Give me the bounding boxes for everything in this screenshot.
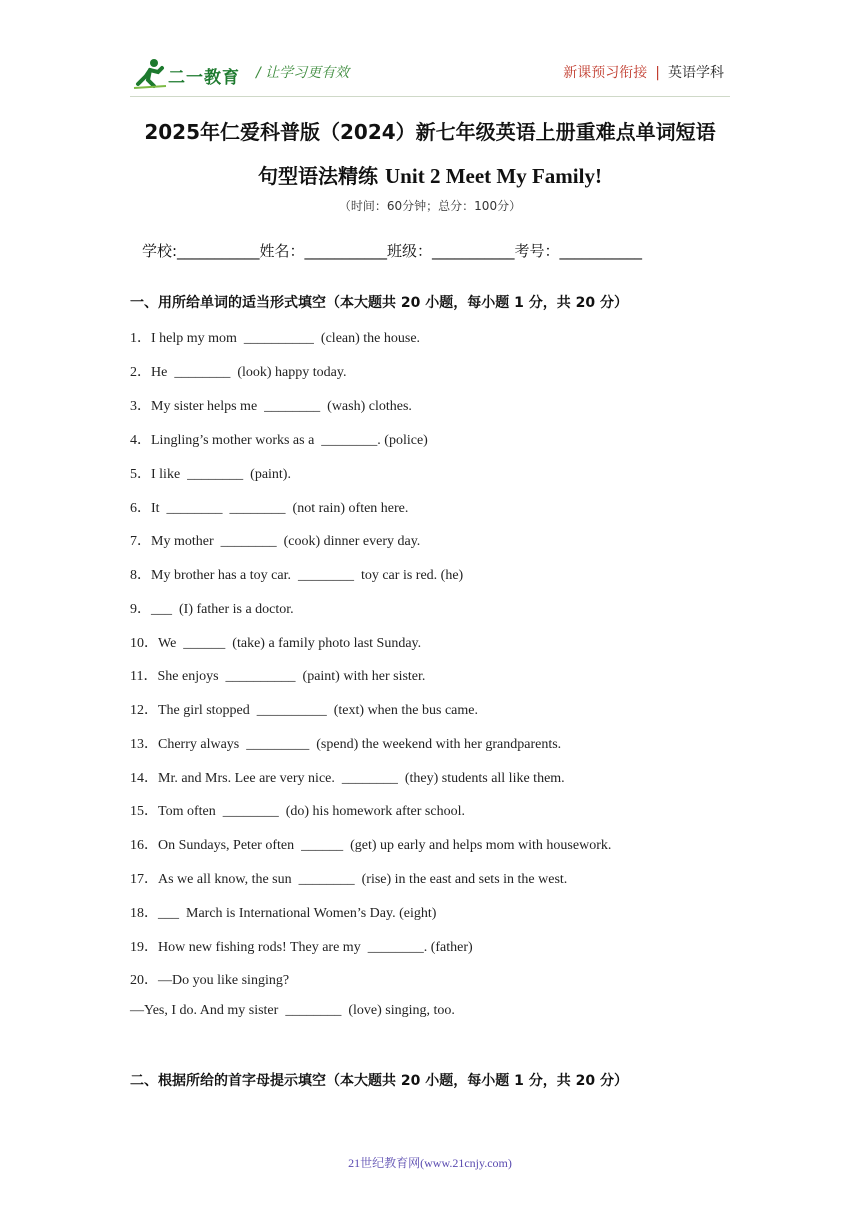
exam-info: （时间：60分钟；总分：100分）: [338, 199, 522, 213]
question-item: —Yes, I do. And my sister ________ (love) singing, too.: [130, 1003, 455, 1018]
title-line-2: [0, 160, 860, 189]
subject-label: 英语学科: [668, 65, 724, 81]
student-info-line: 学校:___________姓名：___________班级：___________考号：___________: [142, 242, 643, 260]
title-line-2-en: Unit 2 Meet My Family!: [385, 164, 602, 188]
question-item: 2．He ________ (look) happy today.: [130, 365, 347, 380]
question-item: 10．We ______ (take) a family photo last Sunday.: [130, 636, 422, 651]
question-item: 18．___ March is International Women’s Day. (eight): [130, 906, 437, 921]
logo: [132, 58, 252, 90]
course-label: 新课预习衔接: [563, 65, 648, 81]
question-item: 20．—Do you like singing?: [130, 973, 290, 988]
logo-text: 二一教育: [168, 68, 240, 88]
question-item: 6．It ________ ________ (not rain) often here.: [130, 501, 409, 516]
question-item: 14．Mr. and Mrs. Lee are very nice. ________ (they) students all like them.: [130, 771, 565, 786]
question-item: 13．Cherry always _________ (spend) the weekend with her grandparents.: [130, 737, 562, 752]
section-1-heading: 一、用所给单词的适当形式填空（本大题共 20 小题，每小题 1 分，共 20 分）: [130, 295, 628, 311]
question-item: 11．She enjoys __________ (paint) with her sister.: [130, 669, 426, 684]
header-divider: [130, 96, 730, 97]
page-header: [0, 52, 860, 98]
header-separator: |: [655, 65, 660, 81]
header-right: [563, 62, 724, 82]
question-item: 16．On Sundays, Peter often ______ (get) up early and helps mom with housework.: [130, 838, 612, 853]
question-item: 5．I like ________ (paint).: [130, 467, 291, 482]
question-item: 1．I help my mom __________ (clean) the house.: [130, 331, 421, 346]
footer: 21世纪教育网(www.21cnjy.com): [348, 1156, 512, 1170]
question-item: 7．My mother ________ (cook) dinner every day.: [130, 534, 421, 549]
title-line-2-cn: 句型语法精练: [258, 164, 386, 188]
question-item: 9．___ (I) father is a doctor.: [130, 602, 294, 617]
runner-logo-icon: [132, 58, 168, 90]
question-item: 19．How new fishing rods! They are my ________. (father): [130, 940, 473, 955]
slogan: / 让学习更有效: [256, 65, 350, 81]
question-item: 4．Lingling’s mother works as a ________. (police): [130, 433, 428, 448]
question-item: 8．My brother has a toy car. ________ toy car is red. (he): [130, 568, 464, 583]
title-line-1: 2025年仁爱科普版（2024）新七年级英语上册重难点单词短语: [144, 120, 716, 144]
question-item: 12．The girl stopped __________ (text) when the bus came.: [130, 703, 478, 718]
question-item: 3．My sister helps me ________ (wash) clothes.: [130, 399, 412, 414]
question-item: 17．As we all know, the sun ________ (rise) in the east and sets in the west.: [130, 872, 568, 887]
section-2-heading: 二、根据所给的首字母提示填空（本大题共 20 小题，每小题 1 分，共 20 分）: [130, 1073, 628, 1089]
question-item: 15．Tom often ________ (do) his homework after school.: [130, 804, 465, 819]
